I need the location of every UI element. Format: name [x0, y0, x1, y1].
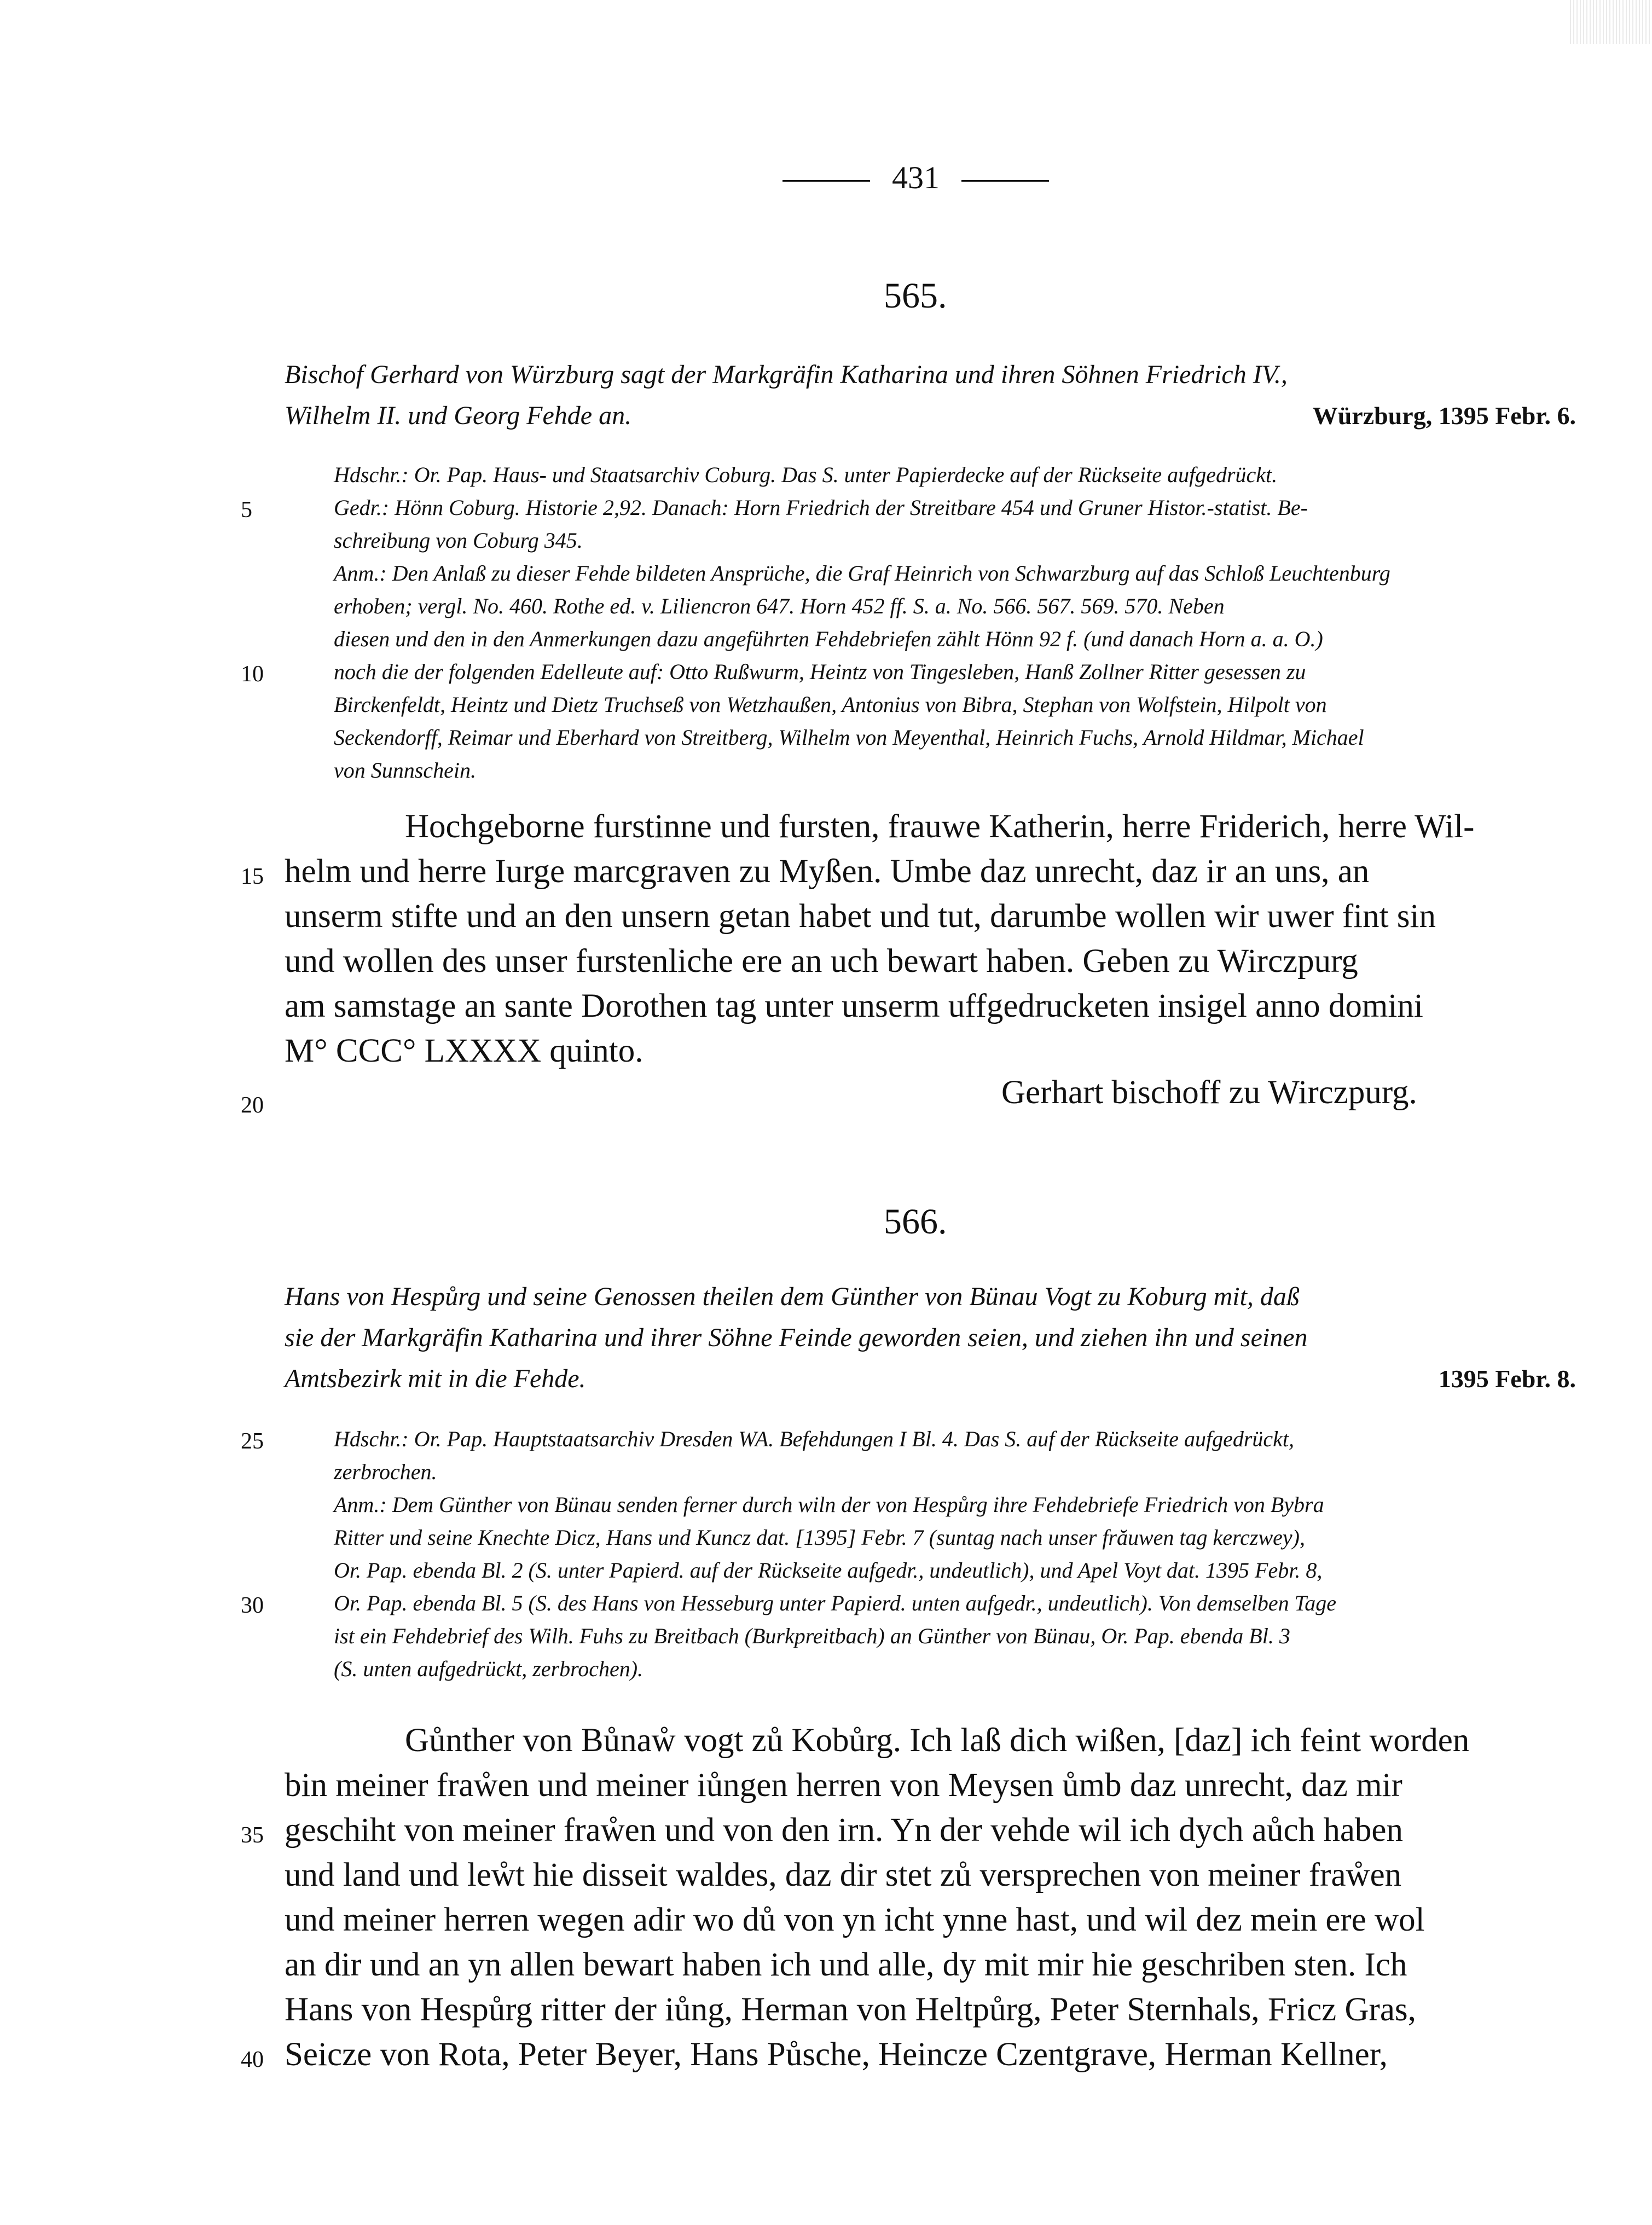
text-line: bin meiner fraẘen und meiner iůngen herren von Meysen ůmb daz unrecht, daz mir	[285, 1767, 1402, 1804]
header-dash-left	[782, 180, 870, 182]
line-number: 35	[241, 1823, 264, 1848]
note-line: Anm.: Den Anlaß zu dieser Fehde bildeten Ansprüche, die Graf Heinrich von Schwarzburg auf das Schloß Leuchtenburg	[334, 561, 1390, 586]
regest-line: Amtsbezirk mit in die Fehde.	[285, 1364, 586, 1393]
line-number: 25	[241, 1429, 264, 1454]
page-header	[761, 162, 1071, 194]
regest-line: Wilhelm II. und Georg Fehde an.	[285, 401, 632, 430]
line-number: 20	[241, 1093, 264, 1118]
regest-line-with-date	[285, 1364, 1576, 1394]
line-number: 30	[241, 1593, 264, 1618]
text-line: und wollen des unser furstenliche ere an uch bewart haben. Geben zu Wirczpurg	[285, 943, 1358, 980]
note-line: Gedr.: Hönn Coburg. Historie 2,92. Danach: Horn Friedrich der Streitbare 454 und Gruner Histor.-statist. Be-	[334, 495, 1308, 520]
text-line: Seicze von Rota, Peter Beyer, Hans Půsche, Heincze Czentgrave, Herman Kellner,	[285, 2036, 1388, 2073]
note-line: zerbrochen.	[334, 1459, 437, 1484]
line-number: 15	[241, 864, 264, 889]
text-line: Hochgeborne furstinne und fursten, frauwe Katherin, herre Friderich, herre Wil-	[405, 808, 1475, 845]
document-number-566: 566.	[884, 1202, 947, 1242]
line-number: 5	[241, 497, 252, 523]
note-line: Hdschr.: Or. Pap. Hauptstaatsarchiv Dresden WA. Befehdungen I Bl. 4. Das S. auf der Rückseite aufgedrückt,	[334, 1427, 1295, 1451]
note-line: Hdschr.: Or. Pap. Haus- und Staatsarchiv Coburg. Das S. unter Papierdecke auf der Rückseite aufgedrückt.	[334, 462, 1278, 487]
note-line: ist ein Fehdebrief des Wilh. Fuhs zu Breitbach (Burkpreitbach) an Günther von Bünau, Or. Pap. ebenda Bl. 3	[334, 1624, 1290, 1648]
note-line: noch die der folgenden Edelleute auf: Otto Rußwurm, Heintz von Tingesleben, Hanß Zollner Ritter gesessen zu	[334, 659, 1306, 684]
text-line: M° CCC° LXXXX quinto.	[285, 1033, 644, 1069]
regest-line: Hans von Hespůrg und seine Genossen theilen dem Günther von Bünau Vogt zu Koburg mit, daß	[285, 1282, 1300, 1311]
note-line: diesen und den in den Anmerkungen dazu angeführten Fehdebriefen zählt Hönn 92 f. (und danach Horn a. a. O.)	[334, 627, 1323, 651]
text-line: am samstage an sante Dorothen tag unter unserm uffgedrucketen insigel anno domini	[285, 988, 1423, 1024]
page-number: 431	[892, 160, 940, 195]
note-line: Or. Pap. ebenda Bl. 5 (S. des Hans von Hesseburg unter Papierd. unten aufgedr., undeutlich). Von demselben Tage	[334, 1591, 1336, 1615]
signature: Gerhart bischoff zu Wirczpurg.	[1001, 1074, 1417, 1111]
regest-line: sie der Markgräfin Katharina und ihrer Söhne Feinde geworden seien, und ziehen ihn und seinen	[285, 1323, 1308, 1352]
document-number-565: 565.	[884, 276, 947, 316]
note-line: von Sunnschein.	[334, 758, 476, 783]
text-line: Hans von Hespůrg ritter der iůng, Herman von Heltpůrg, Peter Sternhals, Fricz Gras,	[285, 1991, 1416, 2028]
document-date: Würzburg, 1395 Febr. 6.	[1312, 402, 1576, 430]
note-line: Ritter und seine Knechte Dicz, Hans und Kuncz dat. [1395] Febr. 7 (suntag nach unser frăuwen tag kerczwey),	[334, 1525, 1305, 1550]
text-line: an dir und an yn allen bewart haben ich und alle, dy mit mir hie geschriben sten. Ich	[285, 1946, 1407, 1983]
regest-line-with-date	[285, 401, 1576, 431]
line-number: 10	[241, 662, 264, 687]
text-line: und meiner herren wegen adir wo dů von yn icht ynne hast, und wil dez mein ere wol	[285, 1902, 1425, 1938]
header-dash-right	[961, 180, 1049, 182]
text-line: unserm stifte und an den unsern getan habet und tut, darumbe wollen wir uwer fint sin	[285, 898, 1436, 935]
note-line: Seckendorff, Reimar und Eberhard von Streitberg, Wilhelm von Meyenthal, Heinrich Fuchs, Arnold Hildmar, Michael	[334, 725, 1364, 750]
note-line: Or. Pap. ebenda Bl. 2 (S. unter Papierd. auf der Rückseite aufgedr., undeutlich), und Apel Voyt dat. 1395 Febr. 8,	[334, 1558, 1323, 1583]
note-line: erhoben; vergl. No. 460. Rothe ed. v. Liliencron 647. Horn 452 ff. S. a. No. 566. 567. 569. 570. Neben	[334, 594, 1225, 618]
scan-edge-mark	[1570, 0, 1652, 44]
text-line: und land und leẘt hie disseit waldes, daz dir stet zů versprechen von meiner fraẘen	[285, 1857, 1402, 1893]
document-date: 1395 Febr. 8.	[1438, 1365, 1576, 1393]
note-line: schreibung von Coburg 345.	[334, 528, 583, 553]
text-line: Gůnther von Bůnaẘ vogt zů Kobůrg. Ich laß dich wißen, [daz] ich feint worden	[405, 1722, 1470, 1759]
text-line: geschiht von meiner fraẘen und von den irn. Yn der vehde wil ich dych aůch haben	[285, 1812, 1403, 1849]
note-line: Anm.: Dem Günther von Bünau senden ferner durch wiln der von Hespůrg ihre Fehdebriefe Friedrich von Bybra	[334, 1492, 1324, 1517]
line-number: 40	[241, 2047, 264, 2072]
regest-line: Bischof Gerhard von Würzburg sagt der Markgräfin Katharina und ihren Söhnen Friedrich IV.,	[285, 360, 1288, 389]
note-line: (S. unten aufgedrückt, zerbrochen).	[334, 1656, 644, 1681]
note-line: Birckenfeldt, Heintz und Dietz Truchseß von Wetzhaußen, Antonius von Bibra, Stephan von Wolfstein, Hilpolt von	[334, 692, 1327, 717]
text-line: helm und herre Iurge marcgraven zu Myßen. Umbe daz unrecht, daz ir an uns, an	[285, 853, 1370, 890]
